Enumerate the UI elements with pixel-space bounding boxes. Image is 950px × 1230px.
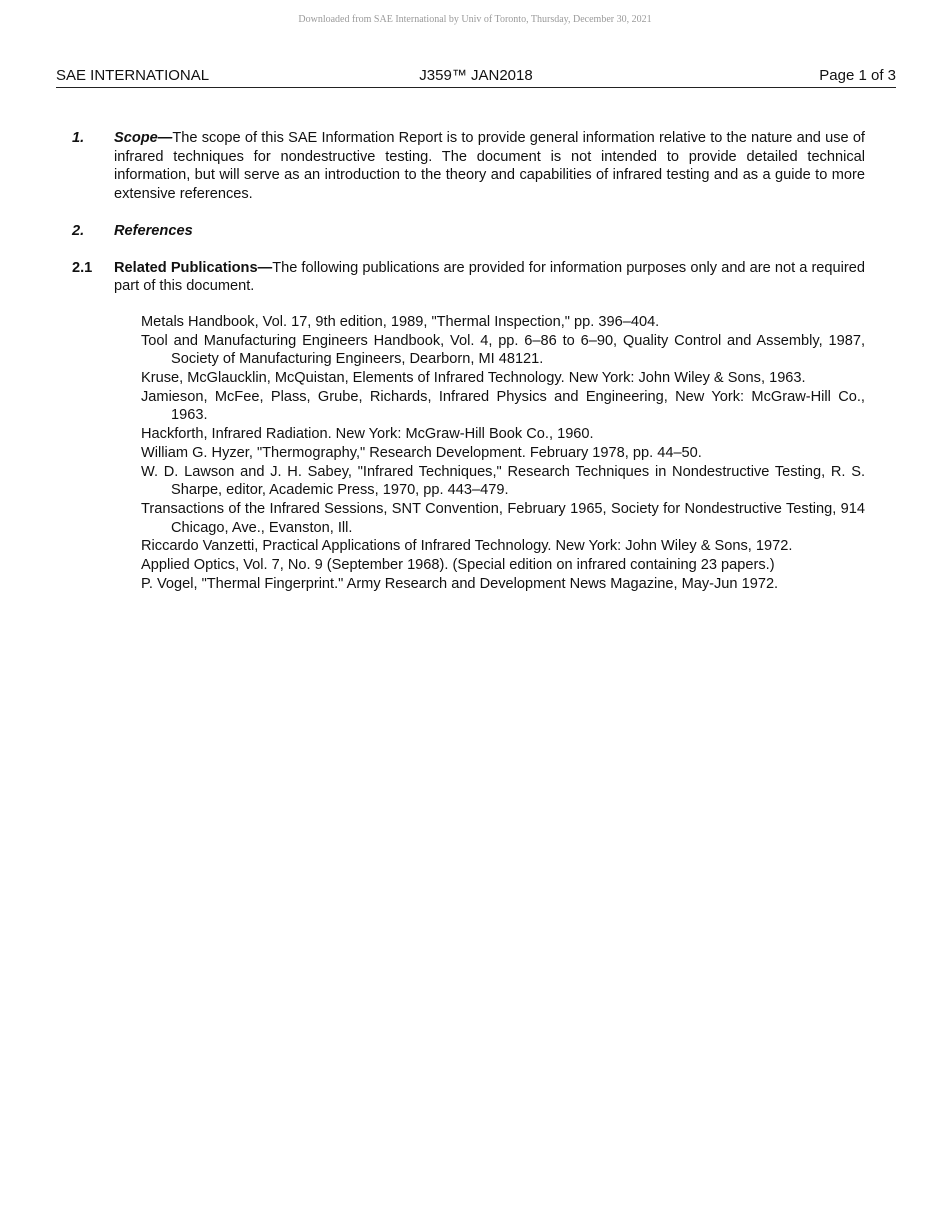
reference-item: Hackforth, Infrared Radiation. New York: McGraw-Hill Book Co., 1960. xyxy=(141,426,594,443)
header-page-number: Page 1 of 3 xyxy=(819,67,896,84)
reference-item: Riccardo Vanzetti, Practical Applications of Infrared Technology. New York: John Wiley & Sons, 1972. xyxy=(141,538,793,555)
reference-list xyxy=(141,313,865,594)
download-watermark: Downloaded from SAE International by Univ of Toronto, Thursday, December 30, 2021 xyxy=(298,14,652,25)
reference-item: P. Vogel, "Thermal Fingerprint." Army Research and Development News Magazine, May-Jun 1972. xyxy=(141,575,779,592)
document-body xyxy=(72,129,865,593)
section-number: 2. xyxy=(72,222,85,239)
reference-item: Jamieson, McFee, Plass, Grube, Richards, Infrared Physics and Engineering, New York: McGraw-Hill Co., 1963. xyxy=(141,388,865,424)
section-number: 2.1 xyxy=(72,259,93,276)
reference-item: Tool and Manufacturing Engineers Handbook, Vol. 4, pp. 6–86 to 6–90, Quality Control and Assembly, 1987, Society of Manufacturing Engineers, Dearborn, MI 48121. xyxy=(141,332,865,368)
section-scope-text xyxy=(114,129,865,204)
page-header xyxy=(56,67,896,88)
section-scope xyxy=(72,129,865,204)
header-document-id: J359™ JAN2018 xyxy=(419,67,533,84)
reference-item: Transactions of the Infrared Sessions, SNT Convention, February 1965, Society for Nondestructive Testing, 914 Chicago, Ave., Evanston, Ill. xyxy=(141,500,865,536)
section-title: Related Publications— xyxy=(114,259,273,276)
reference-item: W. D. Lawson and J. H. Sabey, "Infrared Techniques," Research Techniques in Nondestructive Testing, R. S. Sharpe, editor, Academic Press, 1970, pp. 443–479. xyxy=(141,463,865,499)
reference-item: William G. Hyzer, "Thermography," Research Development. February 1978, pp. 44–50. xyxy=(141,444,702,461)
reference-item: Kruse, McGlaucklin, McQuistan, Elements of Infrared Technology. New York: John Wiley & Sons, 1963. xyxy=(141,370,806,387)
header-organization: SAE INTERNATIONAL xyxy=(56,67,210,84)
section-references xyxy=(72,222,865,241)
section-paragraph: The scope of this SAE Information Report is to provide general information relative to the nature and use of infrared techniques for nondestructive testing. The document is not intended to provide detailed technical information, but will serve as an introduction to the theory and capabilities of infrared testing and as a guide to more extensive references. xyxy=(114,130,865,203)
reference-item: Applied Optics, Vol. 7, No. 9 (September 1968). (Special edition on infrared containing 23 papers.) xyxy=(141,557,775,574)
section-paragraph: The following publications are provided for information purposes only and are not a required part of this document. xyxy=(114,259,865,295)
section-title: References xyxy=(114,222,193,239)
section-number: 1. xyxy=(72,130,85,146)
section-related-publications xyxy=(72,259,865,296)
reference-item: Metals Handbook, Vol. 17, 9th edition, 1989, "Thermal Inspection," pp. 396–404. xyxy=(141,313,660,330)
section-title: Scope— xyxy=(114,130,173,146)
section-related-text xyxy=(114,259,865,296)
